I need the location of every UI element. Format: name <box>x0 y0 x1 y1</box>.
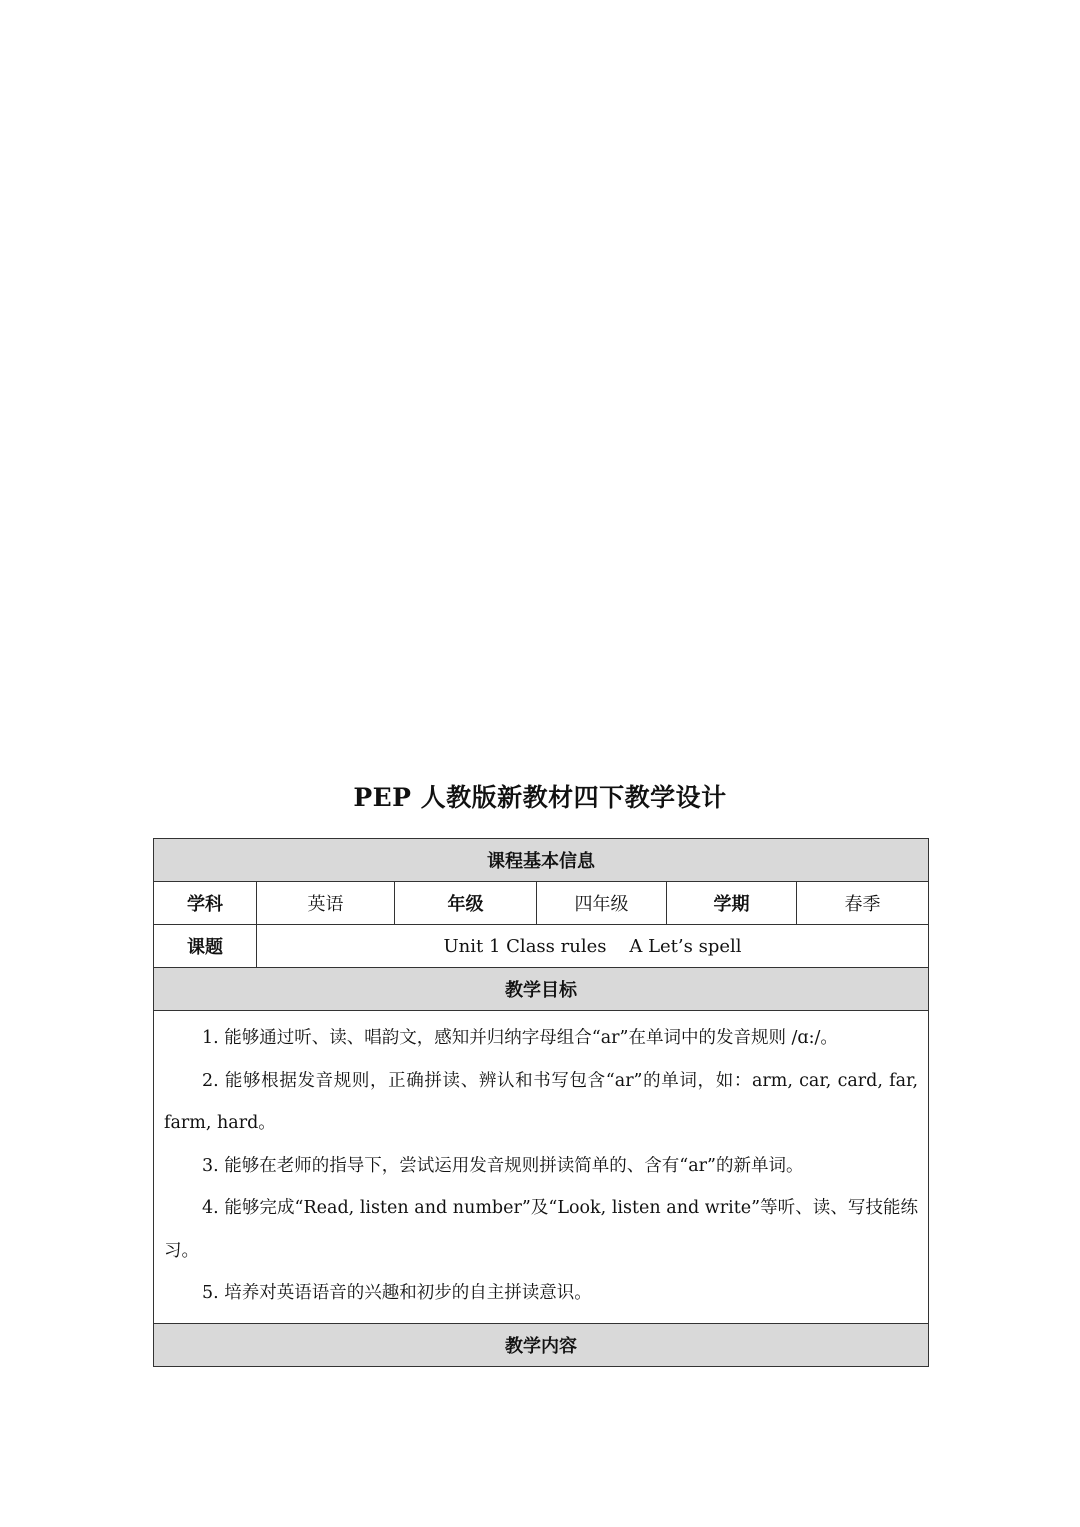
term-value: 春季 <box>797 882 929 925</box>
basic-info-header-row <box>154 839 929 882</box>
goal-item-1: 1. 能够通过听、读、唱韵文，感知并归纳字母组合“ar”在单词中的发音规则 /ɑ:/。 <box>202 1028 838 1048</box>
goals-row <box>154 1011 929 1324</box>
goal-item-4: 4. 能够完成“Read, listen and number”及“Look, listen and write”等听、读、写技能练习。 <box>164 1198 919 1261</box>
goal-item-3: 3. 能够在老师的指导下，尝试运用发音规则拼读简单的、含有“ar”的新单词。 <box>202 1155 804 1176</box>
subject-grade-term-row <box>154 882 929 925</box>
goals-cell <box>154 1011 929 1324</box>
grade-label: 年级 <box>395 882 537 925</box>
course-info-table <box>153 838 929 1367</box>
term-label: 学期 <box>667 882 797 925</box>
section-basic-info-heading: 课程基本信息 <box>154 839 929 882</box>
section-goals-heading: 教学目标 <box>154 968 929 1011</box>
goal-item-2: 2. 能够根据发音规则，正确拼读、辨认和书写包含“ar”的单词，如：arm, car, card, far, farm, hard。 <box>164 1070 919 1133</box>
grade-value: 四年级 <box>537 882 667 925</box>
subject-label: 学科 <box>154 882 257 925</box>
content-header-row <box>154 1323 929 1366</box>
subject-value: 英语 <box>257 882 395 925</box>
document-title: PEP 人教版新教材四下教学设计 <box>353 783 727 812</box>
topic-label: 课题 <box>154 925 257 968</box>
topic-row <box>154 925 929 968</box>
topic-value: Unit 1 Class rules A Let’s spell <box>257 925 929 968</box>
section-content-heading: 教学内容 <box>154 1323 929 1366</box>
goal-item-5: 5. 培养对英语语音的兴趣和初步的自主拼读意识。 <box>202 1283 592 1303</box>
goals-header-row <box>154 968 929 1011</box>
